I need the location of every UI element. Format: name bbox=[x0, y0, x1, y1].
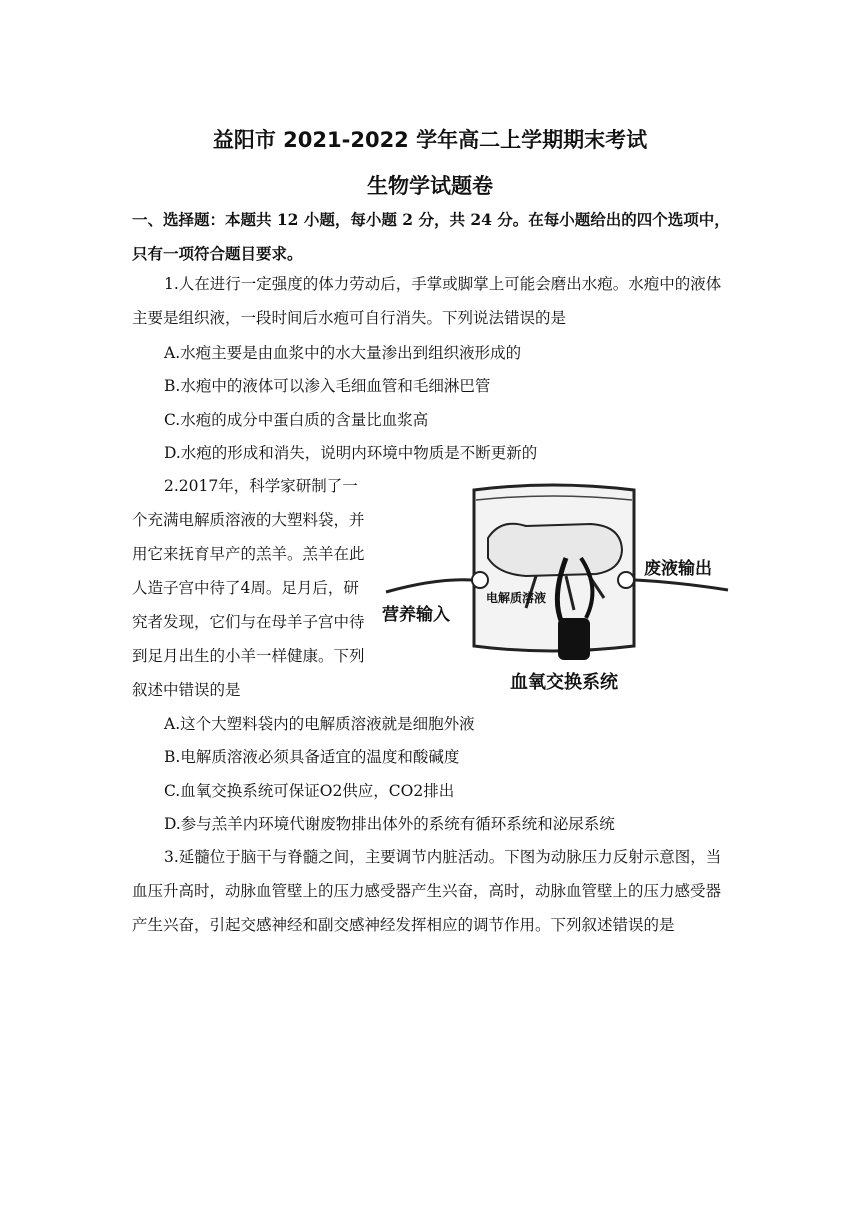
figure-label-system: 血氧交换系统 bbox=[510, 672, 618, 693]
artificial-womb-figure bbox=[376, 478, 738, 700]
question-2-option-a: A.这个大塑料袋内的电解质溶液就是细胞外液 bbox=[164, 715, 475, 733]
question-1-option-b: B.水疱中的液体可以渗入毛细血管和毛细淋巴管 bbox=[164, 377, 491, 395]
question-1-option-d: D.水疱的形成和消失，说明内环境中物质是不断更新的 bbox=[164, 444, 538, 462]
question-1-option-c: C.水疱的成分中蛋白质的含量比血浆高 bbox=[164, 411, 429, 429]
figure-label-solution: 电解质溶液 bbox=[486, 591, 547, 605]
input-line bbox=[386, 580, 472, 592]
question-2-option-d: D.参与羔羊内环境代谢废物排出体外的系统有循环系统和泌尿系统 bbox=[164, 815, 615, 833]
question-2-stem: 2.2017年，科学家研制了一个充满电解质溶液的大塑料袋，并用它来抚育早产的羔羊。羔羊在此人造子宫中待了4周。足月后，研究者发现，它们与在母羊子宫中待到足月出生的小羊一样健康。下列叙述中错误的是 bbox=[132, 477, 365, 699]
output-line bbox=[634, 580, 728, 590]
question-3-stem: 3.延髓位于脑干与脊髓之间，主要调节内脏活动。下图为动脉压力反射示意图，当血压升高时，动脉血管壁上的压力感受器产生兴奋，高时，动脉血管壁上的压力感受器产生兴奋，引起交感神经和副交感神经发挥相应的调节作用。下列叙述错误的是 bbox=[132, 848, 722, 934]
page-subtitle: 生物学试题卷 bbox=[367, 174, 493, 198]
page-title: 益阳市 2021-2022 学年高二上学期期末考试 bbox=[212, 128, 648, 152]
oxygenator-shape bbox=[558, 618, 590, 660]
lamb-body-shape bbox=[488, 524, 622, 576]
question-1-stem: 1.人在进行一定强度的体力劳动后，手掌或脚掌上可能会磨出水疱。水疱中的液体主要是组织液，一段时间后水疱可自行消失。下列说法错误的是 bbox=[132, 275, 722, 327]
section-heading: 一、选择题：本题共 12 小题，每小题 2 分，共 24 分。在每小题给出的四个选项中，只有一项符合题目要求。 bbox=[132, 210, 730, 263]
question-2-option-c: C.血氧交换系统可保证O2供应，CO2排出 bbox=[164, 782, 455, 800]
question-2-option-b: B.电解质溶液必须具备适宜的温度和酸碱度 bbox=[164, 748, 460, 766]
figure-label-output: 废液输出 bbox=[644, 559, 712, 579]
figure-label-input: 营养输入 bbox=[382, 605, 450, 625]
question-1-option-a: A.水疱主要是由血浆中的水大量渗出到组织液形成的 bbox=[164, 344, 522, 362]
